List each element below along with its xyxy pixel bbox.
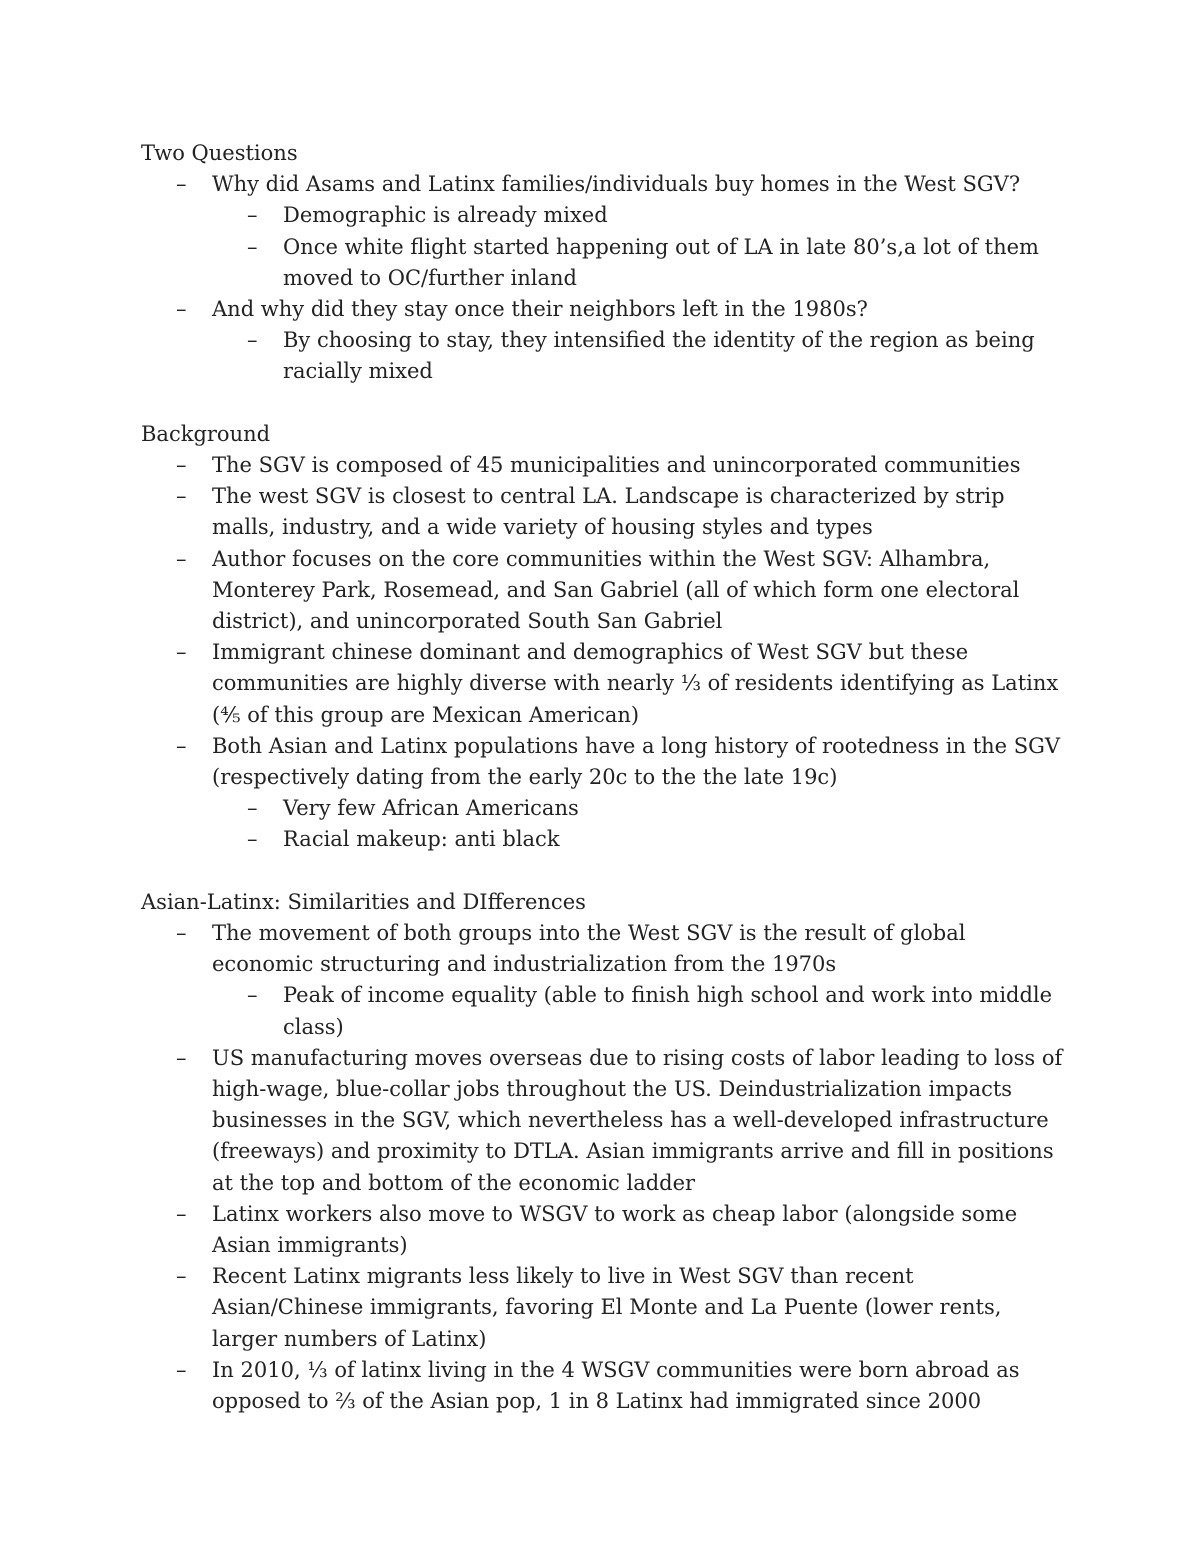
sub-list-item — [212, 824, 1071, 855]
dash-bullet-icon — [176, 294, 187, 325]
dash-bullet-icon — [176, 481, 187, 512]
sub-list-item-text: By choosing to stay, they intensified the identity of the region as being racially mixed — [283, 328, 1035, 384]
sub-list-item-text: Very few African Americans — [283, 796, 579, 821]
list-item — [141, 637, 1071, 731]
list-item — [141, 544, 1071, 638]
dash-bullet-icon — [176, 1043, 187, 1074]
document-body — [141, 138, 1071, 1417]
sub-list-item — [212, 980, 1071, 1042]
sub-bullet-list — [212, 793, 1071, 855]
sub-bullet-list — [212, 325, 1071, 387]
list-item-text: Latinx workers also move to WSGV to work as cheap labor (alongside some Asian immigrants) — [212, 1201, 1018, 1258]
sub-list-item — [212, 200, 1071, 231]
list-item — [141, 1199, 1071, 1261]
list-item — [141, 1043, 1071, 1199]
dash-bullet-icon — [247, 980, 258, 1011]
list-item — [141, 731, 1071, 856]
dash-bullet-icon — [247, 824, 258, 855]
list-item-text: And why did they stay once their neighbors left in the 1980s? — [212, 297, 868, 322]
list-item — [141, 918, 1071, 1043]
list-item — [141, 294, 1071, 388]
sub-list-item — [212, 325, 1071, 387]
section — [141, 887, 1071, 1417]
list-item-text: Recent Latinx migrants less likely to live in West SGV than recent Asian/Chinese immigrants, favoring El Monte and La Puente (lower rents, larger numbers of Latinx) — [212, 1264, 1002, 1351]
sub-list-item — [212, 793, 1071, 824]
section-heading: Two Questions — [141, 141, 298, 165]
list-item-text: In 2010, ⅓ of latinx living in the 4 WSGV communities were born abroad as opposed to ⅔ of the Asian pop, 1 in 8 Latinx had immigrated since 2000 — [212, 1357, 1020, 1414]
sub-list-item-text: Demographic is already mixed — [283, 203, 608, 228]
list-item-text: Author focuses on the core communities within the West SGV: Alhambra, Monterey Park, Rosemead, and San Gabriel (all of which form one electoral district), and unincorporated South San Gabriel — [212, 546, 1020, 634]
list-item — [141, 450, 1071, 481]
dash-bullet-icon — [247, 793, 258, 824]
dash-bullet-icon — [176, 637, 187, 668]
section-heading: Asian-Latinx: Similarities and DIfferences — [141, 889, 586, 914]
dash-bullet-icon — [176, 169, 187, 200]
sub-list-item-text: Once white flight started happening out of LA in late 80’s,a lot of them moved to OC/further inland — [283, 234, 1039, 290]
section-heading: Background — [141, 421, 271, 446]
list-item-text: Both Asian and Latinx populations have a long history of rootedness in the SGV (respectively dating from the early 20c to the the late 19c) — [212, 733, 1061, 790]
list-item — [141, 1261, 1071, 1355]
bullet-list — [141, 450, 1071, 856]
dash-bullet-icon — [247, 325, 258, 356]
sub-bullet-list — [212, 200, 1071, 294]
dash-bullet-icon — [176, 731, 187, 762]
section — [141, 138, 1071, 388]
sub-list-item — [212, 232, 1071, 294]
list-item — [141, 1355, 1071, 1417]
list-item-text: Immigrant chinese dominant and demographics of West SGV but these communities are highly diverse with nearly ⅓ of residents identifying as Latinx (⅘ of this group are Mexican American) — [212, 640, 1059, 727]
dash-bullet-icon — [176, 1261, 187, 1292]
dash-bullet-icon — [176, 1199, 187, 1230]
list-item-text: The movement of both groups into the West SGV is the result of global economic structuring and industrialization from the 1970s — [212, 921, 966, 977]
list-item-text: US manufacturing moves overseas due to rising costs of labor leading to loss of high-wage, blue-collar jobs throughout the US. Deindustrialization impacts businesses in the SGV, which nevertheless has a well-developed infrastructure (freeways) and proximity to DTLA. Asian immigrants arrive and fill in positions at the top and bottom of the economic ladder — [212, 1045, 1063, 1195]
sub-list-item-text: Peak of income equality (able to finish high school and work into middle class) — [283, 983, 1053, 1039]
bullet-list — [141, 918, 1071, 1417]
list-item-text: The west SGV is closest to central LA. Landscape is characterized by strip malls, industry, and a wide variety of housing styles and types — [212, 484, 1005, 540]
list-item — [141, 169, 1071, 294]
sub-list-item-text: Racial makeup: anti black — [283, 827, 560, 852]
list-item-text: The SGV is composed of 45 municipalities and unincorporated communities — [212, 453, 1021, 478]
section — [141, 419, 1071, 856]
dash-bullet-icon — [176, 1355, 187, 1386]
dash-bullet-icon — [247, 200, 258, 231]
list-item-text: Why did Asams and Latinx families/individuals buy homes in the West SGV? — [212, 172, 1021, 197]
dash-bullet-icon — [176, 918, 187, 949]
dash-bullet-icon — [247, 232, 258, 263]
bullet-list — [141, 169, 1071, 387]
list-item — [141, 481, 1071, 543]
sub-bullet-list — [212, 980, 1071, 1042]
dash-bullet-icon — [176, 544, 187, 575]
dash-bullet-icon — [176, 450, 187, 481]
